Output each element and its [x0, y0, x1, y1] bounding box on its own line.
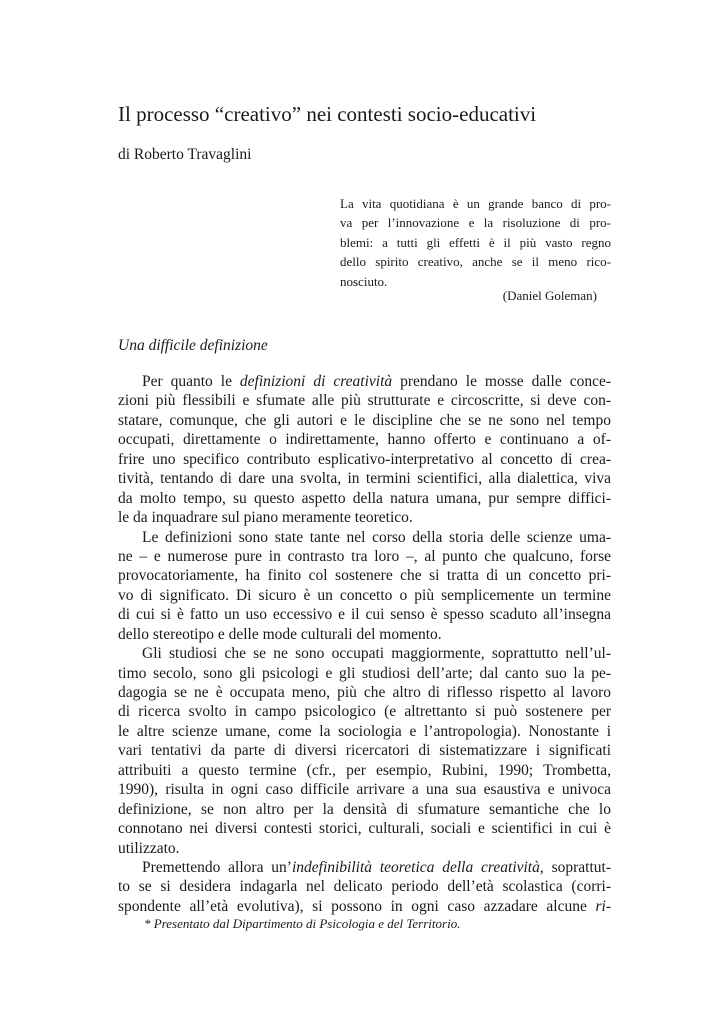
footnote: * Presentato dal Dipartimento di Psicologia e del Territorio. [144, 916, 461, 931]
body-text [118, 372, 611, 916]
paragraph-line [118, 897, 611, 916]
paragraph-line: statare, comunque, che gli autori e le discipline che se ne sono nel tempo [118, 411, 611, 429]
text-run: spondente all’età evolutiva), si possono in ogni caso azzadare alcune [118, 897, 596, 915]
paragraph-line: dagogia se ne è occupata meno, più che altro di riflesso rispetto al lavoro [118, 684, 611, 701]
epigraph-line: blemi: a tutti gli effetti è il più vasto regno [340, 234, 611, 250]
paragraph-line: Gli studiosi che se ne sono occupati maggiormente, soprattutto nell’ul- [142, 645, 611, 663]
paragraph-line: tività, tentando di dare una svolta, in termini scientifici, alla dialettica, viva [118, 470, 611, 488]
epigraph-source: (Daniel Goleman) [502, 288, 597, 303]
paragraph-line: di ricerca svolto in campo psicologico (e altrettanto si può sostenere per [118, 703, 611, 721]
paragraph-line: utilizzato. [118, 839, 180, 857]
paragraph-line: vo di significato. Di sicuro è un concetto o più semplicemente un termine [118, 586, 611, 604]
paragraph-line: attribuiti a questo termine (cfr., per esempio, Rubini, 1990; Trombetta, [118, 761, 611, 779]
paragraph-line: occupati, direttamente o indirettamente, hanno offerto e continuano a of- [118, 431, 611, 449]
paragraph-line [118, 372, 611, 391]
paragraph-line: ne – e numerose pure in contrasto tra loro –, al punto che qualcuno, forse [118, 547, 611, 565]
epigraph-line: va per l’innovazione e la risoluzione di pro- [340, 215, 611, 231]
paragraph-line: vari tentativi da parte di diversi ricercatori di sistematizzare i significati [118, 742, 611, 760]
paragraph-line: connotano nei diversi contesti storici, culturali, sociali e scientifici in cui è [118, 820, 611, 838]
paragraph-line: definizione, se non altro per la densità di sfumature semantiche che lo [118, 800, 611, 818]
text-run: , soprattut- [539, 858, 611, 876]
paragraph-line: dello stereotipo e delle mode culturali del momento. [118, 625, 442, 643]
paragraph-line: Le definizioni sono state tante nel corso della storia delle scienze uma- [142, 528, 611, 546]
paragraph-line: provocatoriamente, ha finito col sostenere che si tratta di un concetto pri- [118, 567, 611, 585]
paragraph-line: zioni più flessibili e sfumate alle più strutturate e circoscritte, si deve con- [118, 392, 611, 410]
paragraph-line: le altre scienze umane, come la sociologia e l’antropologia). Nonostante i [118, 722, 611, 740]
paragraph-line: timo secolo, sono gli psicologi e gli studiosi dell’arte; dal canto suo la pe- [118, 664, 611, 682]
article-author: di Roberto Travaglini [118, 146, 252, 163]
paragraph-line: 1990), risulta in ogni caso difficile arrivare a una sua esaustiva e univoca [118, 781, 611, 799]
section-heading: Una difficile definizione [118, 337, 268, 354]
emphasis-text: ri- [595, 897, 611, 915]
paragraph-line: di cui si è fatto un uso eccessivo e il cui senso è spesso scaduto all’insegna [118, 606, 611, 624]
epigraph-line: dello spirito creativo, anche se il meno rico- [340, 254, 611, 270]
emphasis-text: indefinibilità teoretica della creatività [291, 858, 540, 876]
epigraph-line: La vita quotidiana è un grande banco di pro- [340, 196, 611, 211]
emphasis-text: definizioni di creatività [239, 373, 393, 390]
epigraph-quote [340, 196, 611, 293]
text-run: Premettendo allora un’ [142, 858, 292, 876]
paragraph-line: frire uno specifico contributo esplicativo-interpretativo al concetto di crea- [118, 450, 611, 468]
text-run: Per quanto le [142, 373, 240, 390]
paragraph-line: da molto tempo, su questo aspetto della natura umana, pur sempre diffici- [118, 489, 611, 507]
paragraph-line [118, 858, 611, 877]
paragraph-line: le da inquadrare sul piano meramente teoretico. [118, 509, 413, 527]
text-run: prendano le mosse dalle conce- [392, 373, 611, 390]
paragraph-line: to se si desidera indagarla nel delicato periodo dell’età scolastica (corri- [118, 878, 611, 896]
article-title: Il processo “creativo” nei contesti socio-educativi [118, 102, 537, 126]
epigraph-line: nosciuto. [340, 273, 388, 289]
